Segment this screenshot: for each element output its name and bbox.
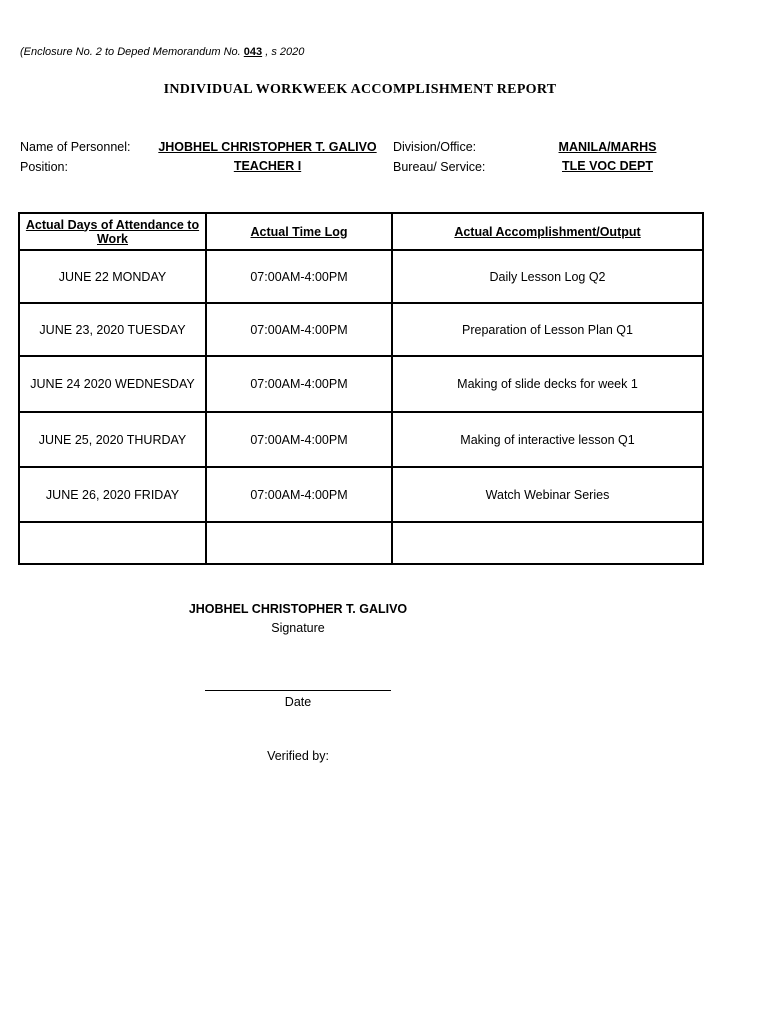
cell-day: JUNE 25, 2020 THURDAY xyxy=(19,412,206,467)
enclosure-note xyxy=(20,46,304,58)
table-row xyxy=(19,356,703,412)
cell-time: 07:00AM-4:00PM xyxy=(206,356,392,412)
header-days: Actual Days of Attendance to Work xyxy=(19,213,206,250)
cell-time xyxy=(206,522,392,564)
table-row xyxy=(19,250,703,303)
cell-day: JUNE 22 MONDAY xyxy=(19,250,206,303)
table-row xyxy=(19,303,703,356)
enclosure-prefix: (Enclosure No. 2 to Deped Memorandum No. xyxy=(20,46,241,58)
date-line xyxy=(205,690,391,691)
cell-output: Daily Lesson Log Q2 xyxy=(392,250,703,303)
cell-day: JUNE 26, 2020 FRIDAY xyxy=(19,467,206,522)
signature-name: JHOBHEL CHRISTOPHER T. GALIVO xyxy=(188,602,408,616)
position-value: TEACHER I xyxy=(233,159,302,173)
bureau-value: TLE VOC DEPT xyxy=(562,159,653,173)
cell-time: 07:00AM-4:00PM xyxy=(206,467,392,522)
accomplishment-table xyxy=(18,212,704,565)
division-value: MANILA/MARHS xyxy=(558,140,657,154)
cell-output: Preparation of Lesson Plan Q1 xyxy=(392,303,703,356)
bureau-label: Bureau/ Service: xyxy=(393,160,486,174)
report-title: INDIVIDUAL WORKWEEK ACCOMPLISHMENT REPORT xyxy=(163,82,557,97)
signature-label: Signature xyxy=(271,621,325,635)
cell-output: Making of interactive lesson Q1 xyxy=(392,412,703,467)
name-label: Name of Personnel: xyxy=(20,140,131,154)
header-time-log: Actual Time Log xyxy=(206,213,392,250)
cell-output: Making of slide decks for week 1 xyxy=(392,356,703,412)
cell-time: 07:00AM-4:00PM xyxy=(206,250,392,303)
position-label: Position: xyxy=(20,160,68,174)
cell-output: Watch Webinar Series xyxy=(392,467,703,522)
cell-day xyxy=(19,522,206,564)
cell-time: 07:00AM-4:00PM xyxy=(206,412,392,467)
header-accomplishment: Actual Accomplishment/Output xyxy=(392,213,703,250)
date-label: Date xyxy=(284,695,312,709)
table-row-blank xyxy=(19,522,703,564)
cell-output xyxy=(392,522,703,564)
enclosure-suffix: , s 2020 xyxy=(265,46,305,58)
table-row xyxy=(19,412,703,467)
division-label: Division/Office: xyxy=(393,140,477,154)
name-value: JHOBHEL CHRISTOPHER T. GALIVO xyxy=(158,140,377,154)
cell-day: JUNE 23, 2020 TUESDAY xyxy=(19,303,206,356)
memo-number: 043 xyxy=(243,46,263,58)
table-row xyxy=(19,467,703,522)
table-header-row xyxy=(19,213,703,250)
cell-day: JUNE 24 2020 WEDNESDAY xyxy=(19,356,206,412)
verified-by-label: Verified by: xyxy=(267,749,329,763)
cell-time: 07:00AM-4:00PM xyxy=(206,303,392,356)
